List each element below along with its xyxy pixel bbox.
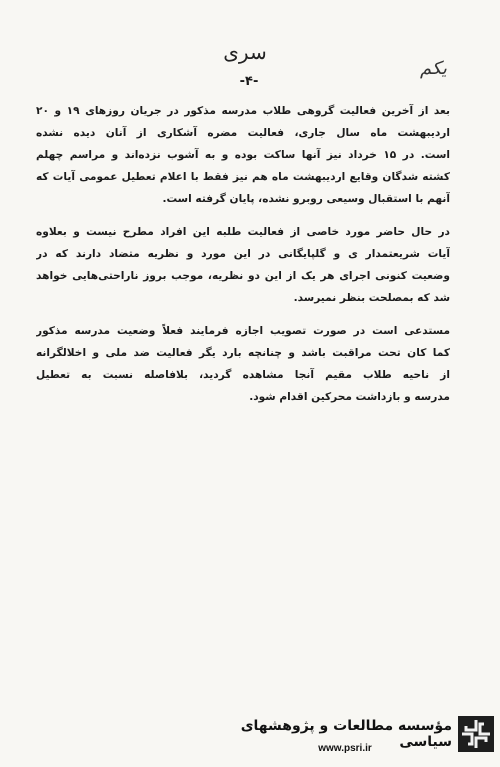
classification-heading: سری xyxy=(223,40,267,64)
website-link[interactable]: www.psri.ir xyxy=(318,743,372,754)
page-number: -۴- xyxy=(239,74,259,89)
text-line: مستدعی است در صورت تصویب اجازه فرمایند فعلاً وضعیت مدرسه مذکور xyxy=(36,325,450,337)
text-line: است. در ۱۵ خرداد نیز آنها ساکت بوده و به آشوب نزده‌اند و مراسم چهلم xyxy=(36,149,450,161)
paragraph-1 xyxy=(36,100,450,210)
text-line: آنهم با استقبال وسیعی روبرو نشده، پایان گرفته است. xyxy=(162,193,450,205)
text-line: کما کان تحت مراقبت باشد و چنانچه بارد یگر فعالیت ضد ملی و اخلالگرانه xyxy=(36,347,450,359)
document-body xyxy=(36,100,450,419)
paragraph-3 xyxy=(36,320,450,408)
psri-logo-icon xyxy=(458,716,494,752)
text-line: وضعیت کنونی اجرای هر یک از این دو نظریه، موجب بروز ناراحتی‌هایی خواهد xyxy=(36,270,450,282)
handwritten-side-note: یکم xyxy=(420,58,447,79)
text-line: در حال حاضر مورد خاصی از فعالیت طلبه این افراد مطرح نیست و بعلاوه xyxy=(36,226,450,238)
paragraph-2 xyxy=(36,221,450,309)
text-line: اردیبهشت ماه سال جاری، فعالیت مضره آشکاری از آنان دیده نشده xyxy=(36,127,450,139)
publisher-footer xyxy=(0,700,500,767)
text-line: از ناحیه طلاب مقیم آنجا مشاهده گردید، بلافاصله نسبت به تعطیل xyxy=(36,369,450,381)
text-line: کشته شدگان وقایع اردیبهشت ماه هم نیز فقط با اعلام تعطیل عمومی آیات که xyxy=(36,171,450,183)
text-line: آیات شریعتمدار ی و گلپایگانی در این مورد و نظریه متضاد دارند که در xyxy=(36,248,450,260)
institute-name: مؤسسه مطالعات و پژوهشهای سیاسی xyxy=(240,718,452,750)
text-line: مدرسه و بازداشت محرکین اقدام شود. xyxy=(249,391,450,403)
text-line: شد که بمصلحت بنظر نمیرسد. xyxy=(293,292,450,304)
text-line: بعد از آخرین فعالیت گروهی طلاب مدرسه مذکور در جریان روزهای ۱۹ و ۲۰ xyxy=(36,105,450,117)
